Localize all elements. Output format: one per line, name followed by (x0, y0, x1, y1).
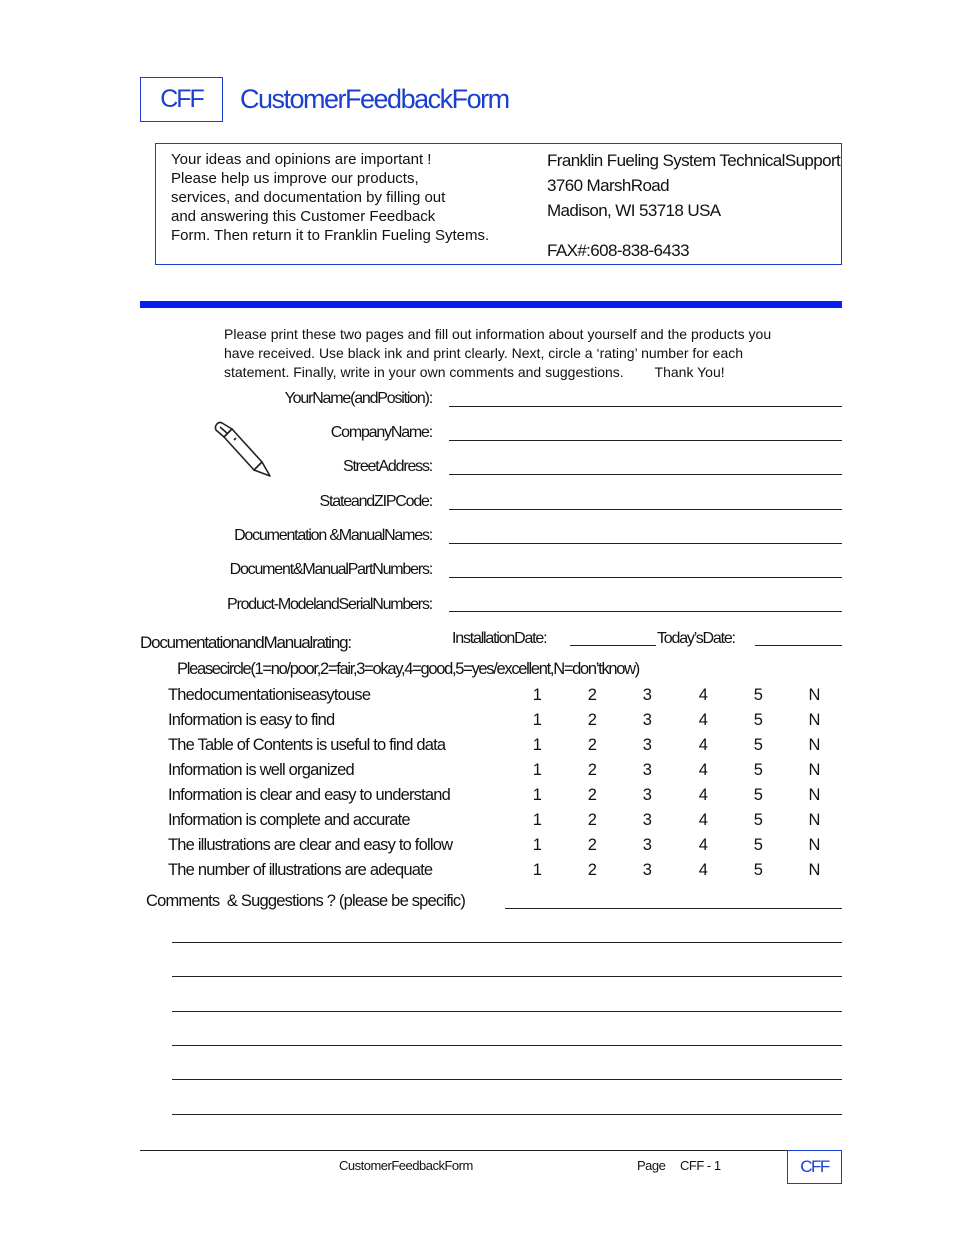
rating-row (168, 711, 848, 735)
rating-statement: The Table of Contents is useful to find data (168, 736, 446, 754)
rating-statement: Information is well organized (168, 761, 354, 779)
instructions-line: Please print these two pages and fill out information about yourself and the products you (224, 326, 772, 342)
rating-option-3[interactable]: 3 (642, 836, 652, 854)
rating-option-2[interactable]: 2 (587, 836, 597, 854)
rating-option-5[interactable]: 5 (753, 761, 763, 779)
rating-option-1[interactable]: 1 (532, 761, 542, 779)
pen-icon (210, 418, 276, 480)
part-numbers-label: Document&ManualPartNumbers: (229, 561, 432, 578)
rating-option-2[interactable]: 2 (587, 786, 597, 804)
rating-option-1[interactable]: 1 (532, 736, 542, 754)
intro-line: Please help us improve our products, (171, 170, 419, 187)
rating-option-4[interactable]: 4 (698, 761, 708, 779)
rating-option-3[interactable]: 3 (642, 861, 652, 879)
rating-option-4[interactable]: 4 (698, 836, 708, 854)
comments-line[interactable] (172, 1079, 842, 1080)
rating-option-5[interactable]: 5 (753, 736, 763, 754)
rating-option-2[interactable]: 2 (587, 736, 597, 754)
state-zip-label: StateandZIPCode: (319, 493, 432, 510)
rating-option-n[interactable]: N (808, 686, 820, 704)
name-input-line[interactable] (449, 406, 842, 407)
rating-statement: The number of illustrations are adequate (168, 861, 433, 879)
rating-option-3[interactable]: 3 (642, 761, 652, 779)
rating-option-1[interactable]: 1 (532, 811, 542, 829)
rating-option-4[interactable]: 4 (698, 861, 708, 879)
comments-line[interactable] (172, 1011, 842, 1012)
rating-option-n[interactable]: N (808, 761, 820, 779)
rating-row (168, 761, 848, 785)
rating-option-1[interactable]: 1 (532, 836, 542, 854)
installation-date-line[interactable] (570, 645, 656, 646)
rating-option-5[interactable]: 5 (753, 861, 763, 879)
rating-legend: Pleasecircle(1=no/poor,2=fair,3=okay,4=good,5=yes/excellent,N=don’tknow) (177, 660, 639, 678)
rating-option-2[interactable]: 2 (587, 711, 597, 729)
company-label: CompanyName: (330, 424, 432, 441)
rating-option-n[interactable]: N (808, 861, 820, 879)
comments-line[interactable] (172, 1045, 842, 1046)
rating-option-n[interactable]: N (808, 711, 820, 729)
rating-option-4[interactable]: 4 (698, 736, 708, 754)
rating-statement: Information is easy to find (168, 711, 335, 729)
todays-date-label: Today’sDate: (657, 630, 735, 647)
doc-manual-names-input-line[interactable] (449, 543, 842, 544)
rating-heading: DocumentationandManualrating: (140, 633, 351, 652)
rating-option-5[interactable]: 5 (753, 836, 763, 854)
doc-manual-names-label: Documentation &ManualNames: (234, 527, 432, 544)
part-numbers-input-line[interactable] (449, 577, 842, 578)
rating-statement: Thedocumentationiseasytouse (168, 686, 371, 704)
comments-line[interactable] (505, 908, 842, 909)
rating-option-5[interactable]: 5 (753, 686, 763, 704)
rating-option-1[interactable]: 1 (532, 686, 542, 704)
comments-line[interactable] (172, 942, 842, 943)
rating-row (168, 836, 848, 860)
rating-option-4[interactable]: 4 (698, 811, 708, 829)
street-label: StreetAddress: (342, 458, 432, 475)
fax-number: FAX#:608-838-6433 (547, 241, 689, 260)
footer-page-label: Page (637, 1158, 666, 1173)
instructions-line: statement. Finally, write in your own comments and suggestions. Thank You! (224, 364, 725, 380)
rating-option-2[interactable]: 2 (587, 861, 597, 879)
comments-line[interactable] (172, 1114, 842, 1115)
intro-line: Form. Then return it to Franklin Fueling Sytems. (171, 227, 490, 244)
rating-statement: The illustrations are clear and easy to follow (168, 836, 453, 854)
rating-option-1[interactable]: 1 (532, 711, 542, 729)
rating-statement: Information is complete and accurate (168, 811, 410, 829)
rating-option-2[interactable]: 2 (587, 811, 597, 829)
todays-date-line[interactable] (755, 645, 842, 646)
footer-cff-logo: CFF (787, 1150, 842, 1184)
rating-option-5[interactable]: 5 (753, 786, 763, 804)
rating-option-1[interactable]: 1 (532, 786, 542, 804)
intro-line: services, and documentation by filling out (171, 189, 446, 206)
intro-text (171, 150, 491, 245)
rating-row (168, 861, 848, 885)
company-input-line[interactable] (449, 440, 842, 441)
rating-option-n[interactable]: N (808, 786, 820, 804)
comments-label: Comments & Suggestions ? (please be specific) (146, 892, 466, 910)
rating-option-4[interactable]: 4 (698, 711, 708, 729)
footer-rule (140, 1150, 788, 1151)
rating-row (168, 736, 848, 760)
rating-option-3[interactable]: 3 (642, 686, 652, 704)
installation-date-label: InstallationDate: (452, 630, 547, 647)
rating-row (168, 811, 848, 835)
model-serial-input-line[interactable] (449, 611, 842, 612)
rating-option-3[interactable]: 3 (642, 786, 652, 804)
instructions-line: have received. Use black ink and print clearly. Next, circle a ‘rating’ number for each (224, 345, 744, 361)
rating-option-4[interactable]: 4 (698, 686, 708, 704)
footer-page-number: CFF - 1 (680, 1158, 721, 1173)
state-zip-input-line[interactable] (449, 509, 842, 510)
rating-row (168, 786, 848, 810)
rating-option-n[interactable]: N (808, 836, 820, 854)
rating-statement: Information is clear and easy to understand (168, 786, 451, 804)
separator-bar (140, 301, 842, 308)
rating-row (168, 686, 848, 710)
instructions (224, 325, 824, 382)
cff-logo-box: CFF (140, 77, 223, 122)
intro-line: Your ideas and opinions are important ! (171, 151, 432, 168)
comments-line[interactable] (172, 976, 842, 977)
rating-option-n[interactable]: N (808, 736, 820, 754)
rating-option-5[interactable]: 5 (753, 711, 763, 729)
address-line-2: 3760 MarshRoad (547, 176, 670, 195)
form-title: CustomerFeedbackForm (240, 84, 509, 114)
intro-line: and answering this Customer Feedback (171, 208, 436, 225)
address-line-3: Madison, WI 53718 USA (547, 201, 721, 220)
street-input-line[interactable] (449, 474, 842, 475)
rating-option-3[interactable]: 3 (642, 711, 652, 729)
rating-option-4[interactable]: 4 (698, 786, 708, 804)
rating-option-3[interactable]: 3 (642, 811, 652, 829)
rating-option-2[interactable]: 2 (587, 761, 597, 779)
rating-option-2[interactable]: 2 (587, 686, 597, 704)
rating-option-1[interactable]: 1 (532, 861, 542, 879)
footer-doc-name: CustomerFeedbackForm (339, 1158, 473, 1173)
rating-option-5[interactable]: 5 (753, 811, 763, 829)
rating-option-3[interactable]: 3 (642, 736, 652, 754)
address-line-1: Franklin Fueling System TechnicalSupport (547, 151, 841, 170)
rating-option-n[interactable]: N (808, 811, 820, 829)
name-label: YourName(andPosition): (284, 390, 432, 407)
model-serial-label: Product-ModelandSerialNumbers: (226, 596, 432, 613)
